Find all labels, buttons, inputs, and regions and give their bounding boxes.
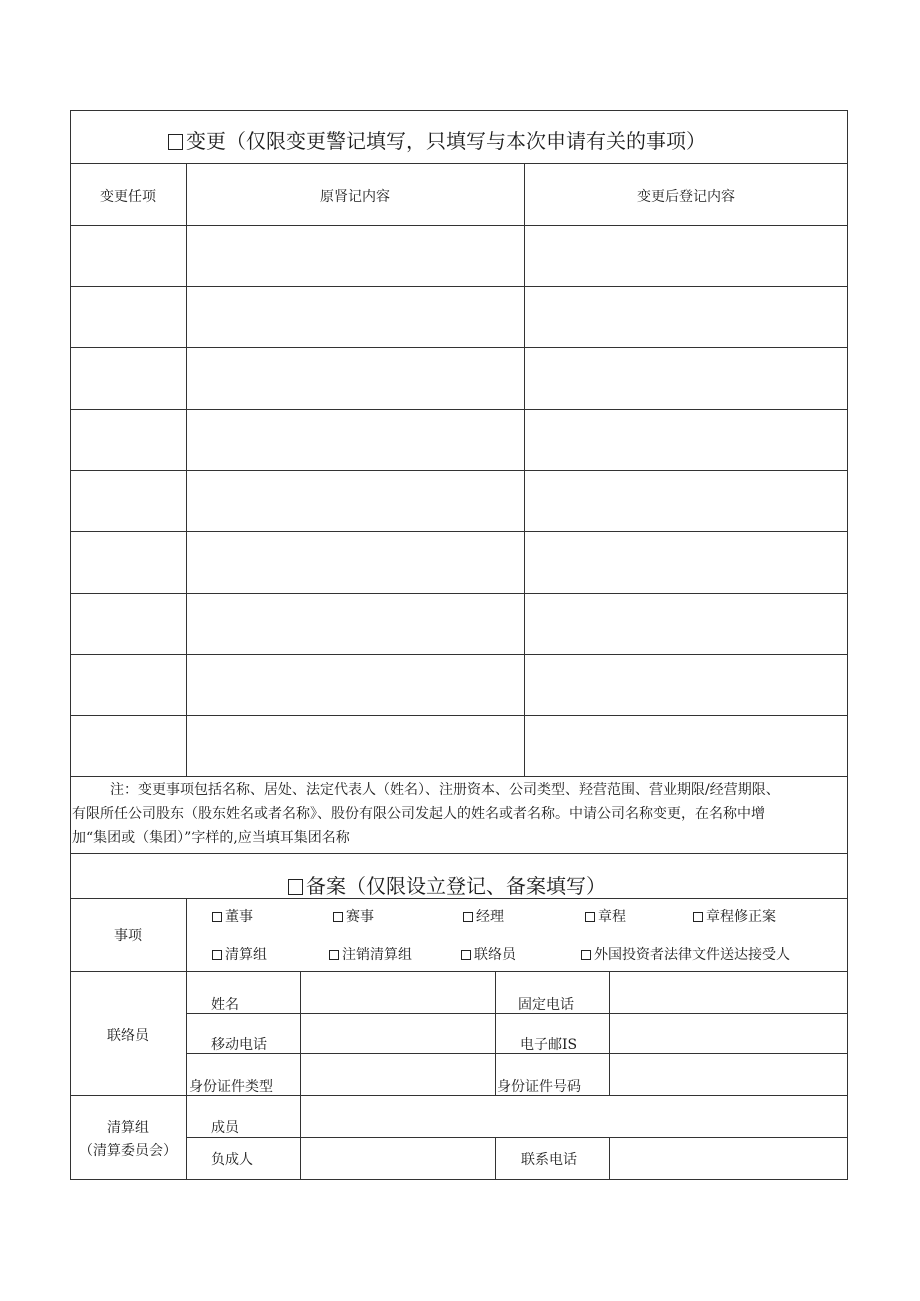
item-liquidation-group[interactable]: 清算组 [212, 944, 267, 964]
rule [70, 853, 848, 854]
checkbox[interactable] [461, 950, 471, 960]
label-id-type: 身份证件类型 [189, 1079, 273, 1095]
id-number-field[interactable] [610, 1054, 847, 1094]
name-field[interactable] [301, 972, 494, 1012]
item-manager[interactable]: 经理 [463, 906, 504, 926]
checkbox[interactable] [212, 950, 222, 960]
liaison-label: 联络员 [107, 1028, 149, 1044]
checkbox[interactable] [212, 912, 222, 922]
checkbox[interactable] [168, 134, 183, 150]
contact-phone-field[interactable] [610, 1138, 847, 1179]
label-landline: 固定电话 [518, 997, 574, 1013]
checkbox[interactable] [329, 950, 339, 960]
header-new-content: 变更后登记内容 [637, 189, 735, 205]
rule [495, 971, 496, 1095]
item-foreign-investor-agent[interactable]: 外国投资者法律文件送达接受人 [581, 944, 790, 964]
checkbox[interactable] [581, 950, 591, 960]
leader-field[interactable] [301, 1138, 494, 1179]
header-original-content: 原肾记内容 [320, 189, 390, 205]
liquidation-committee-label: （清算委员会） [79, 1143, 177, 1159]
label-contact-phone: 联系电话 [521, 1152, 577, 1168]
item-articles[interactable]: 章程 [585, 906, 626, 926]
item-deregistration-group[interactable]: 注销清算组 [329, 944, 412, 964]
email-field[interactable] [610, 1014, 847, 1052]
label-mobile: 移动电话 [211, 1037, 267, 1053]
checkbox[interactable] [693, 912, 703, 922]
note-line-3: 加“集团或（集团）”字样的,应当填耳集团名称 [72, 830, 350, 846]
label-members: 成员 [211, 1120, 239, 1136]
item-liaison[interactable]: 联络员 [461, 944, 516, 964]
note-line-2: 有限所任公司股东（股东姓名或者名称》、股份有限公司发起人的姓名或者名称。中请公司名称变更，在名称中增 [72, 806, 765, 822]
item-articles-amendment[interactable]: 章程修正案 [693, 906, 776, 926]
rule [70, 776, 848, 777]
landline-field[interactable] [610, 972, 847, 1012]
id-type-field[interactable] [301, 1054, 494, 1094]
label-name: 姓名 [211, 997, 239, 1013]
record-section-title: 备案（仅限设立登记、备案填写） [288, 870, 606, 899]
note-line-1: 注：变更事项包括名称、居处、法定代表人（姓名）、注册资本、公司类型、羟营范围、营业期限/经营期限、 [110, 782, 780, 798]
label-leader: 负成人 [211, 1152, 253, 1168]
checkbox[interactable] [333, 912, 343, 922]
change-section-title: 变更（仅限变更警记填写，只填写与本次申请有关的事项） [168, 125, 706, 154]
items-label: 事项 [114, 928, 142, 944]
checkbox[interactable] [463, 912, 473, 922]
label-email: 电子邮IS [520, 1037, 578, 1053]
header-change-item: 变更任项 [100, 189, 156, 205]
label-id-number: 身份证件号码 [497, 1079, 581, 1095]
item-director[interactable]: 董事 [212, 906, 253, 926]
rule [524, 163, 525, 776]
checkbox[interactable] [288, 879, 303, 895]
rule [186, 898, 187, 1180]
item-supervisor[interactable]: 赛事 [333, 906, 374, 926]
rule [495, 1137, 496, 1180]
liquidation-label: 清算组 [107, 1120, 149, 1136]
members-field[interactable] [301, 1096, 847, 1136]
mobile-field[interactable] [301, 1014, 494, 1052]
rule [186, 163, 187, 776]
checkbox[interactable] [585, 912, 595, 922]
